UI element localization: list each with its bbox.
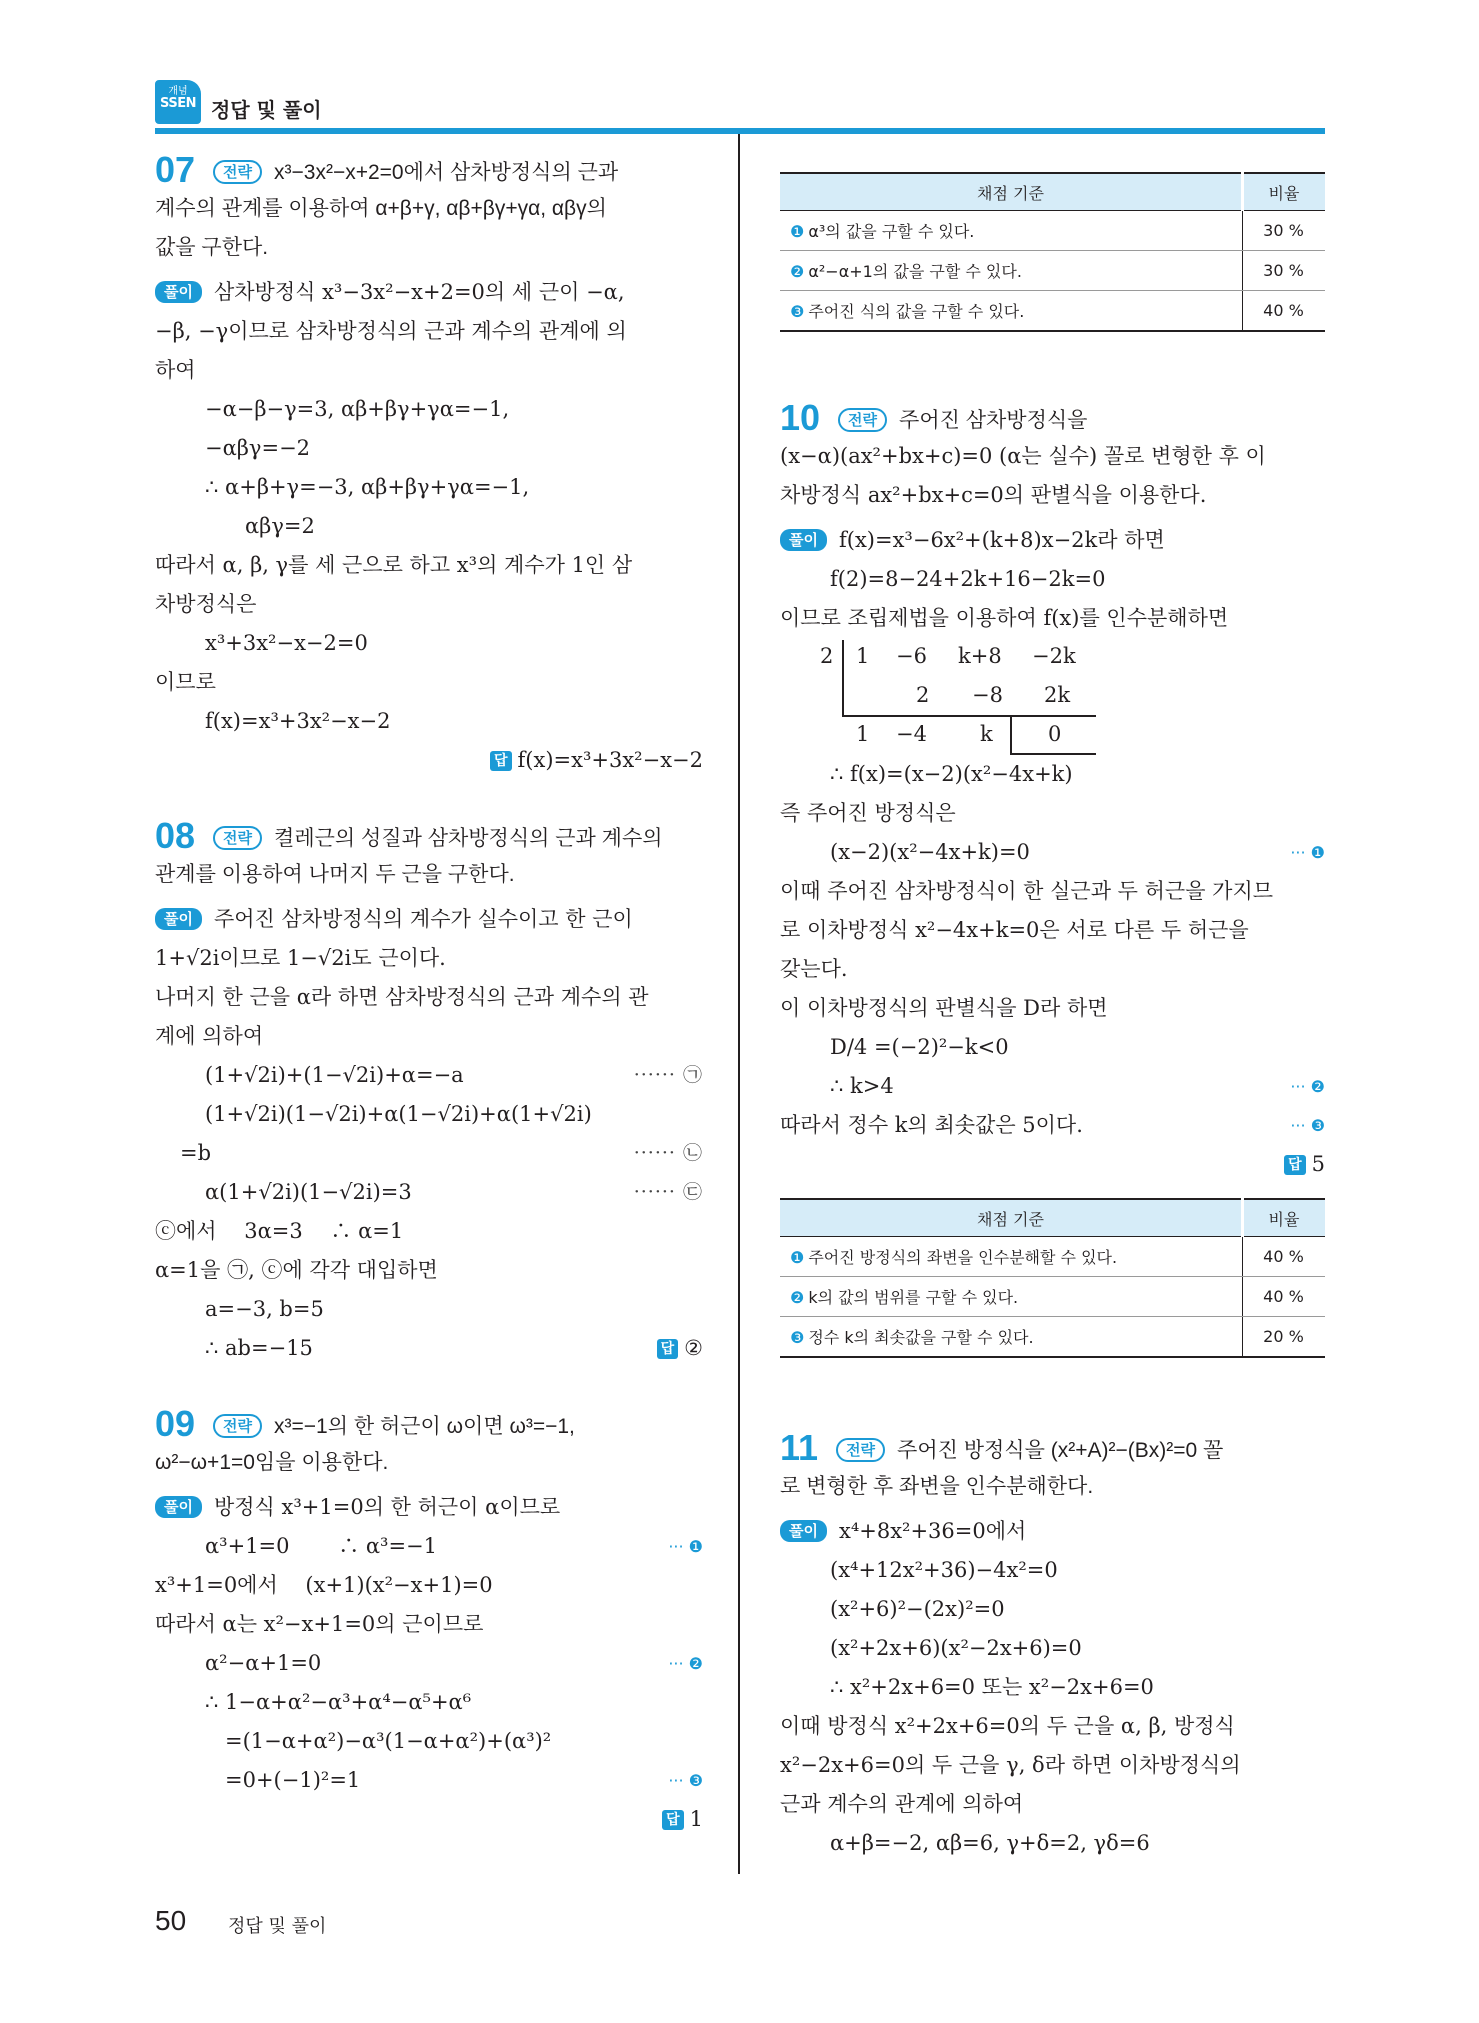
criterion-text: 주어진 방정식의 좌변을 인수분해할 수 있다. — [808, 1248, 1118, 1267]
answer-value: f(x)=x³+3x²−x−2 — [517, 748, 703, 772]
synth-cell: k — [980, 722, 993, 746]
solution-badge: 풀이 — [780, 529, 827, 551]
right-column — [780, 172, 1325, 1863]
table-header: 비율 — [1243, 173, 1326, 211]
left-column — [155, 150, 703, 1839]
solution-line: α(1+√2i)(1−√2i)=3 — [205, 1180, 412, 1204]
synth-cell: −4 — [896, 722, 927, 746]
criterion-ratio: 30 % — [1243, 251, 1326, 291]
solution-line: 따라서 α, β, γ를 세 근으로 하고 x³의 계수가 1인 삼 — [155, 553, 633, 577]
criterion-ratio: 40 % — [1243, 1277, 1326, 1317]
problem-11 — [780, 1428, 1325, 1863]
answer — [780, 1145, 1325, 1184]
solution-line: ∴ f(x)=(x−2)(x²−4x+k) — [830, 762, 1073, 786]
criterion-number: ❷ — [790, 1288, 805, 1307]
table-header: 채점 기준 — [780, 1199, 1243, 1237]
criterion-number: ❷ — [790, 262, 805, 281]
solution-line: ∴ 1−α+α²−α³+α⁴−α⁵+α⁶ — [205, 1690, 472, 1714]
solution-line: 이때 방정식 x²+2x+6=0의 두 근을 α, β, 방정식 — [780, 1714, 1235, 1738]
synth-cell: −8 — [972, 683, 1003, 707]
solution-line: (x²+2x+6)(x²−2x+6)=0 — [830, 1636, 1082, 1660]
solution-line: x³+1=0에서 (x+1)(x²−x+1)=0 — [155, 1573, 493, 1597]
solution-line: 하여 — [155, 358, 196, 382]
synth-cell: 0 — [1048, 722, 1062, 746]
solution-line: α²−α+1=0 — [205, 1651, 322, 1675]
solution-line: α³+1=0 ∴ α³=−1 — [205, 1534, 438, 1558]
equation-tag: ······ ㉠ — [633, 1064, 703, 1086]
synth-remainder-underline — [1010, 753, 1096, 755]
answer — [155, 1800, 703, 1839]
solution-badge: 풀이 — [155, 1496, 202, 1518]
criterion-ratio: 20 % — [1243, 1317, 1326, 1358]
solution-line: a=−3, b=5 — [205, 1297, 324, 1321]
solution-line: 갖는다. — [780, 957, 848, 981]
answer-badge: 답 — [657, 1339, 679, 1359]
ssen-logo — [155, 80, 201, 124]
solution-line: 삼차방정식 x³−3x²−x+2=0의 세 근이 −α, — [213, 280, 625, 304]
solution-line: 주어진 삼차방정식의 계수가 실수이고 한 근이 — [213, 907, 633, 931]
answer — [155, 741, 703, 780]
equation-tag: ······ ㉢ — [633, 1181, 703, 1203]
criterion-ratio: 40 % — [1243, 1237, 1326, 1277]
solution-line: x⁴+8x²+36=0에서 — [838, 1519, 1027, 1543]
problem-number: 10 — [780, 397, 821, 438]
solution-line: 로 이차방정식 x²−4x+k=0은 서로 다른 두 허근을 — [780, 918, 1249, 942]
problem-number: 09 — [155, 1403, 196, 1444]
solution-line: 1+√2i이므로 1−√2i도 근이다. — [155, 946, 446, 970]
solution-line: 이 이차방정식의 판별식을 D라 하면 — [780, 996, 1108, 1020]
criterion-number: ❶ — [790, 222, 805, 241]
synth-cell: 1 — [856, 722, 870, 746]
solution-line: 나머지 한 근을 α라 하면 삼차방정식의 근과 계수의 관 — [155, 985, 649, 1009]
solution-line: f(x)=x³−6x²+(k+8)x−2k라 하면 — [838, 528, 1165, 552]
logo-big-text: SSEN — [160, 96, 196, 111]
header-rule — [155, 128, 1325, 134]
step-mark: ··· ❶ — [668, 1537, 703, 1556]
strategy-text: 주어진 방정식을 (x²+A)²−(Bx)²=0 꼴 — [897, 1439, 1224, 1462]
synth-remainder-bar — [1010, 715, 1012, 755]
solution-line: D/4 =(−2)²−k<0 — [830, 1035, 1009, 1059]
table-row — [780, 1237, 1325, 1277]
synth-cell: 1 — [856, 644, 870, 668]
solution-line: 근과 계수의 관계에 의하여 — [780, 1792, 1024, 1816]
answer-badge: 답 — [490, 751, 512, 771]
solution-line: f(2)=8−24+2k+16−2k=0 — [830, 567, 1106, 591]
grading-table-09 — [780, 172, 1325, 332]
criterion-ratio: 30 % — [1243, 211, 1326, 251]
table-row — [780, 1317, 1325, 1358]
solution-line: 계에 의하여 — [155, 1024, 264, 1048]
synth-cell: 2 — [916, 683, 930, 707]
criterion-number: ❸ — [790, 1328, 805, 1347]
criterion-ratio: 40 % — [1243, 291, 1326, 332]
answer-badge: 답 — [662, 1810, 684, 1830]
answer-value: 1 — [689, 1807, 703, 1831]
logo-small-text: 개념 — [168, 86, 188, 97]
table-row — [780, 291, 1325, 332]
synth-divisor: 2 — [820, 644, 834, 668]
strategy-text: 주어진 삼차방정식을 — [899, 409, 1088, 432]
solution-line: α=1을 ㉠, ⓒ에 각각 대입하면 — [155, 1258, 438, 1282]
table-header: 비율 — [1243, 1199, 1326, 1237]
synthetic-division — [820, 638, 1325, 755]
solution-line: ∴ α+β+γ=−3, αβ+βγ+γα=−1, — [205, 475, 530, 499]
footer-label: 정답 및 풀이 — [228, 1916, 327, 1937]
synth-cell: −6 — [896, 644, 927, 668]
solution-line: ⓒ에서 3α=3 ∴ α=1 — [155, 1219, 404, 1243]
synth-horizontal-bar — [842, 715, 1096, 717]
solution-line: 따라서 정수 k의 최솟값은 5이다. — [780, 1113, 1083, 1137]
table-row — [780, 211, 1325, 251]
synth-vertical-bar — [842, 640, 844, 716]
answer-value: 5 — [1311, 1152, 1325, 1176]
strategy-text: 로 변형한 후 좌변을 인수분해한다. — [780, 1475, 1094, 1498]
grading-table-10 — [780, 1198, 1325, 1358]
criterion-number: ❶ — [790, 1248, 805, 1267]
strategy-badge: 전략 — [213, 1414, 262, 1438]
problem-number: 08 — [155, 815, 196, 856]
solution-line: (x²+6)²−(2x)²=0 — [830, 1597, 1005, 1621]
problem-08 — [155, 816, 703, 1368]
solution-line: −αβγ=−2 — [205, 436, 311, 460]
solution-line: f(x)=x³+3x²−x−2 — [205, 709, 391, 733]
solution-line: (1+√2i)+(1−√2i)+α=−a — [205, 1063, 464, 1087]
synth-cell: 2k — [1044, 683, 1071, 707]
strategy-text: 켤레근의 성질과 삼차방정식의 근과 계수의 — [274, 827, 663, 850]
solution-line: ∴ ab=−15 — [205, 1336, 313, 1360]
strategy-badge: 전략 — [213, 160, 262, 184]
strategy-badge: 전략 — [213, 826, 262, 850]
solution-badge: 풀이 — [155, 908, 202, 930]
synth-cell: k+8 — [958, 644, 1002, 668]
solution-line: 이므로 — [155, 670, 216, 694]
solution-line: x²−2x+6=0의 두 근을 γ, δ라 하면 이차방정식의 — [780, 1753, 1241, 1777]
solution-line: 방정식 x³+1=0의 한 허근이 α이므로 — [213, 1495, 561, 1519]
criterion-text: 정수 k의 최솟값을 구할 수 있다. — [808, 1328, 1034, 1347]
strategy-text: 값을 구한다. — [155, 236, 269, 259]
solution-line: x³+3x²−x−2=0 — [205, 631, 368, 655]
strategy-text: 차방정식 ax²+bx+c=0의 판별식을 이용한다. — [780, 483, 1207, 507]
table-row — [780, 1277, 1325, 1317]
criterion-text: 주어진 식의 값을 구할 수 있다. — [808, 302, 1025, 321]
solution-line: (x⁴+12x²+36)−4x²=0 — [830, 1558, 1058, 1582]
criterion-text: α²−α+1의 값을 구할 수 있다. — [808, 262, 1022, 281]
solution-line: −β, −γ이므로 삼차방정식의 근과 계수의 관계에 의 — [155, 319, 627, 343]
problem-number: 11 — [780, 1427, 819, 1468]
strategy-text: x³−3x²−x+2=0에서 삼차방정식의 근과 — [274, 161, 619, 184]
answer-badge: 답 — [1284, 1155, 1306, 1175]
solution-line: (x−2)(x²−4x+k)=0 — [830, 840, 1030, 864]
step-mark: ··· ❸ — [668, 1771, 703, 1790]
solution-line: 즉 주어진 방정식은 — [780, 801, 956, 825]
answer — [657, 1329, 703, 1368]
solution-line: 차방정식은 — [155, 592, 257, 616]
step-mark: ··· ❸ — [1290, 1116, 1325, 1135]
table-header: 채점 기준 — [780, 173, 1243, 211]
solution-line: ∴ k>4 — [830, 1074, 894, 1098]
strategy-badge: 전략 — [838, 408, 887, 432]
solution-line: (1+√2i)(1−√2i)+α(1−√2i)+α(1+√2i) — [205, 1102, 592, 1126]
strategy-text: 관계를 이용하여 나머지 두 근을 구한다. — [155, 863, 515, 886]
solution-line: =0+(−1)²=1 — [225, 1768, 361, 1792]
solution-line: α+β=−2, αβ=6, γ+δ=2, γδ=6 — [830, 1831, 1150, 1855]
solution-line: =(1−α+α²)−α³(1−α+α²)+(α³)² — [225, 1729, 552, 1753]
criterion-number: ❸ — [790, 302, 805, 321]
table-row — [780, 251, 1325, 291]
strategy-text: 계수의 관계를 이용하여 α+β+γ, αβ+βγ+γα, αβγ의 — [155, 197, 607, 220]
solution-line: 따라서 α는 x²−x+1=0의 근이므로 — [155, 1612, 484, 1636]
strategy-text: x³=−1의 한 허근이 ω이면 ω³=−1, — [274, 1415, 575, 1438]
problem-09 — [155, 1404, 703, 1839]
header-title: 정답 및 풀이 — [211, 98, 322, 122]
solution-line: 이때 주어진 삼차방정식이 한 실근과 두 허근을 가지므 — [780, 879, 1274, 903]
strategy-badge: 전략 — [836, 1438, 885, 1462]
problem-10 — [780, 398, 1325, 1184]
page-number: 50 — [155, 1905, 187, 1936]
criterion-text: k의 값의 범위를 구할 수 있다. — [808, 1288, 1019, 1307]
step-mark: ··· ❷ — [1290, 1077, 1325, 1096]
problem-07 — [155, 150, 703, 780]
solution-line: =b — [180, 1141, 212, 1165]
strategy-text: (x−α)(ax²+bx+c)=0 (α는 실수) 꼴로 변형한 후 이 — [780, 444, 1266, 468]
solution-line: ∴ x²+2x+6=0 또는 x²−2x+6=0 — [830, 1675, 1154, 1699]
synth-cell: −2k — [1032, 644, 1076, 668]
problem-number: 07 — [155, 149, 196, 190]
criterion-text: α³의 값을 구할 수 있다. — [808, 222, 975, 241]
equation-tag: ······ ㉡ — [633, 1142, 703, 1164]
strategy-text: ω²−ω+1=0임을 이용한다. — [155, 1451, 389, 1474]
solution-line: −α−β−γ=3, αβ+βγ+γα=−1, — [205, 397, 510, 421]
solution-line: αβγ=2 — [245, 514, 315, 538]
solution-line: 이므로 조립제법을 이용하여 f(x)를 인수분해하면 — [780, 606, 1229, 630]
column-divider — [738, 134, 740, 1874]
solution-badge: 풀이 — [155, 281, 202, 303]
solution-badge: 풀이 — [780, 1520, 827, 1542]
step-mark: ··· ❶ — [1290, 843, 1325, 862]
answer-value: ② — [684, 1336, 703, 1360]
step-mark: ··· ❷ — [668, 1654, 703, 1673]
